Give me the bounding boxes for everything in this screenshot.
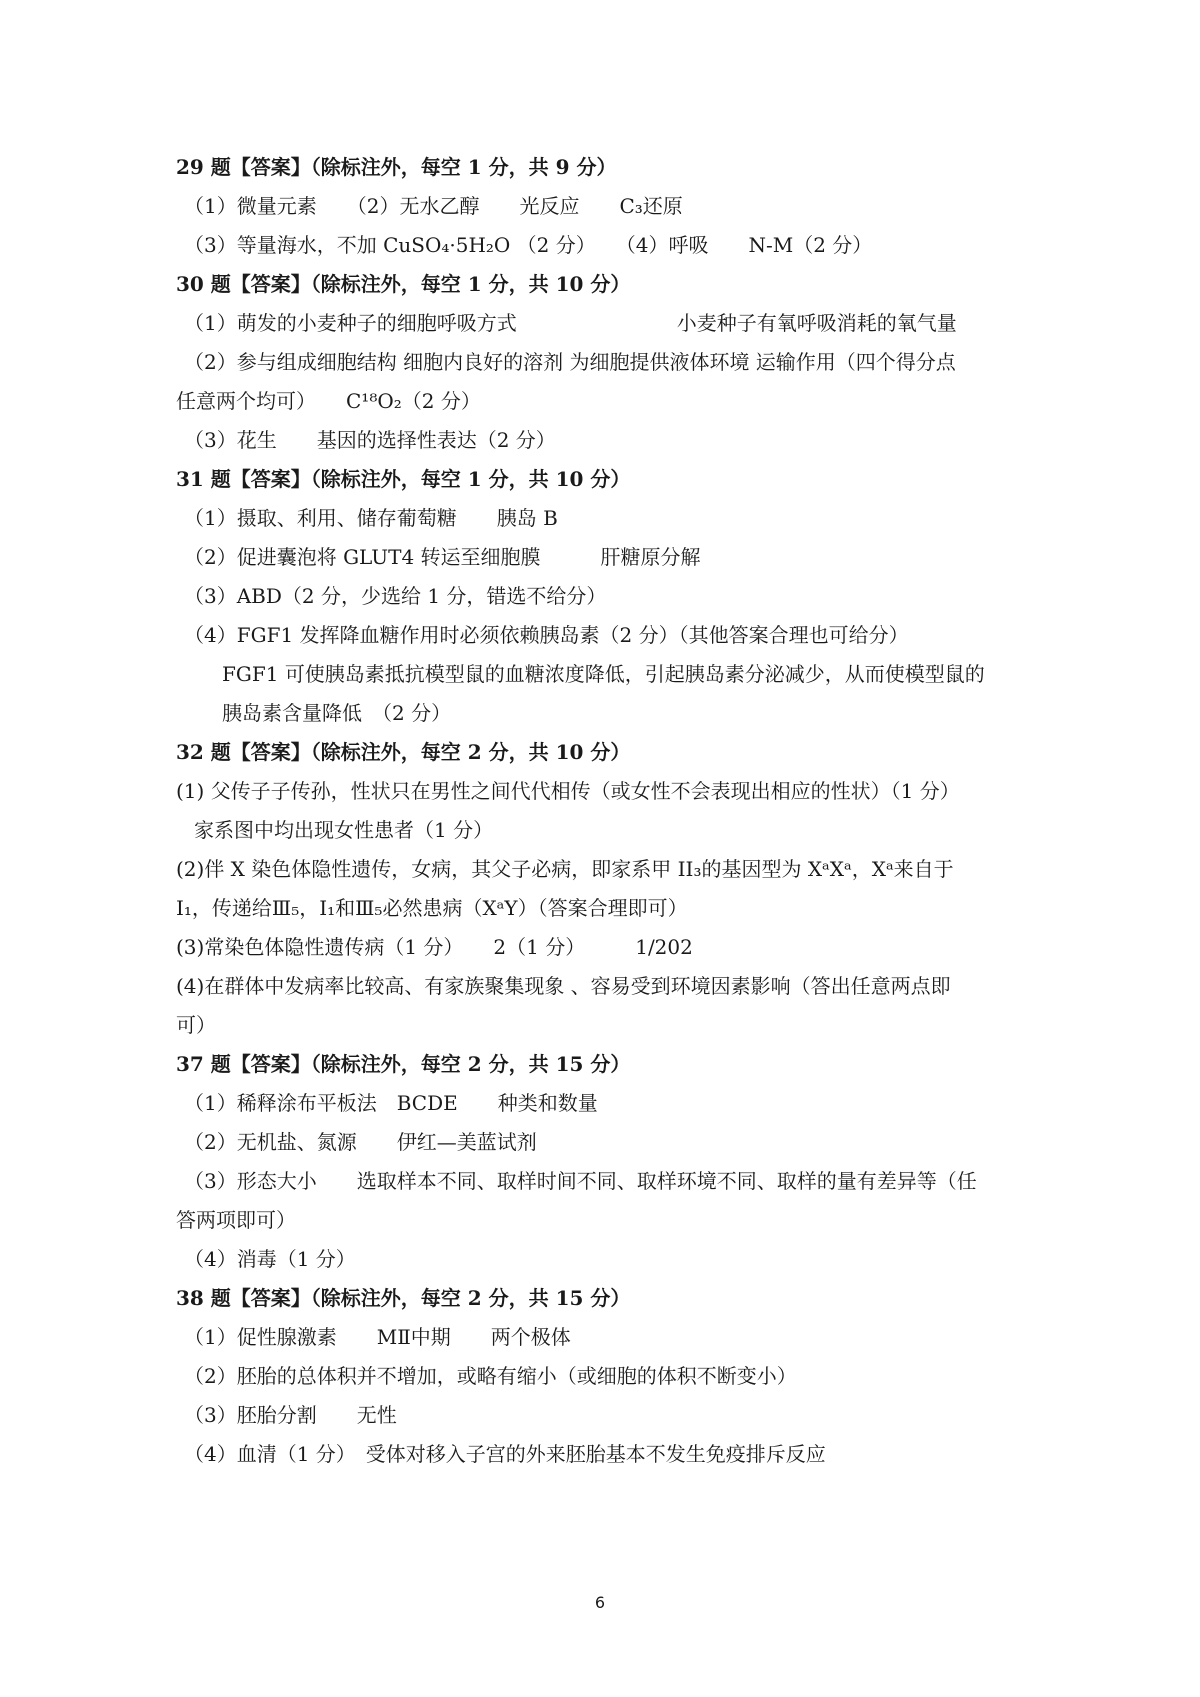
section-heading: 37 题【答案】（除标注外，每空 2 分，共 15 分） (176, 1052, 631, 1076)
answer-line: （1）稀释涂布平板法 BCDE 种类和数量 (184, 1091, 598, 1115)
answer-line: （4）消毒（1 分） (184, 1247, 356, 1271)
page-number: 6 (594, 1593, 606, 1612)
answer-line: （2）促进囊泡将 GLUT4 转运至细胞膜 肝糖原分解 (184, 545, 701, 569)
answer-line: （2）参与组成细胞结构 细胞内良好的溶剂 为细胞提供液体环境 运输作用（四个得分点 (184, 350, 956, 374)
answer-line: Ⅰ₁，传递给Ⅲ₅，Ⅰ₁和Ⅲ₅必然患病（XᵃY）（答案合理即可） (176, 896, 688, 920)
answer-line: FGF1 可使胰岛素抵抗模型鼠的血糖浓度降低，引起胰岛素分泌减少，从而使模型鼠的 (222, 662, 985, 686)
answer-line: （1）摄取、利用、储存葡萄糖 胰岛 B (184, 506, 558, 530)
answer-line: （2）胚胎的总体积并不增加，或略有缩小（或细胞的体积不断变小） (184, 1364, 797, 1388)
answer-line: （4）血清（1 分） 受体对移入子宫的外来胚胎基本不发生免疫排斥反应 (184, 1442, 826, 1466)
section-heading: 38 题【答案】（除标注外，每空 2 分，共 15 分） (176, 1286, 631, 1310)
section-heading: 31 题【答案】（除标注外，每空 1 分，共 10 分） (176, 467, 631, 491)
answer-line: （3）花生 基因的选择性表达（2 分） (184, 428, 556, 452)
answer-line: (1) 父传子子传孙，性状只在男性之间代代相传（或女性不会表现出相应的性状）（1 分） (176, 779, 960, 803)
section-heading: 32 题【答案】（除标注外，每空 2 分，共 10 分） (176, 740, 631, 764)
answer-line: （2）无机盐、氮源 伊红—美蓝试剂 (184, 1130, 537, 1154)
answer-line: (2)伴 X 染色体隐性遗传，女病，其父子必病，即家系甲 II₃的基因型为 XᵃXᵃ，Xᵃ来自于 (176, 857, 954, 881)
answer-line: （3）胚胎分割 无性 (184, 1403, 397, 1427)
answer-line: （3）形态大小 选取样本不同、取样时间不同、取样环境不同、取样的量有差异等（任 (184, 1169, 977, 1193)
answer-line: （1）微量元素 （2）无水乙醇 光反应 C₃还原 (184, 194, 683, 218)
answer-line: （1）萌发的小麦种子的细胞呼吸方式 小麦种子有氧呼吸消耗的氧气量 (184, 311, 957, 335)
answer-line: 胰岛素含量降低 （2 分） (222, 701, 452, 725)
answer-line: (3)常染色体隐性遗传病（1 分） 2（1 分） 1/202 (176, 935, 693, 959)
section-heading: 30 题【答案】（除标注外，每空 1 分，共 10 分） (176, 272, 631, 296)
answer-line: 家系图中均出现女性患者（1 分） (194, 818, 494, 842)
section-heading: 29 题【答案】（除标注外，每空 1 分，共 9 分） (176, 155, 617, 179)
answer-line: （1）促性腺激素 MⅡ中期 两个极体 (184, 1325, 571, 1349)
answer-line: (4)在群体中发病率比较高、有家族聚集现象 、容易受到环境因素影响（答出任意两点即 (176, 974, 951, 998)
answer-line: （3）等量海水，不加 CuSO₄·5H₂O （2 分） （4）呼吸 N-M（2 分） (184, 233, 873, 257)
answer-line: 任意两个均可） C¹⁸O₂（2 分） (176, 389, 481, 413)
answer-line: （3）ABD（2 分，少选给 1 分，错选不给分） (184, 584, 607, 608)
answer-line: 可） (176, 1013, 216, 1037)
answer-line: 答两项即可） (176, 1208, 296, 1232)
answer-line: （4）FGF1 发挥降血糖作用时必须依赖胰岛素（2 分）（其他答案合理也可给分） (184, 623, 909, 647)
answer-document (176, 148, 1044, 1474)
